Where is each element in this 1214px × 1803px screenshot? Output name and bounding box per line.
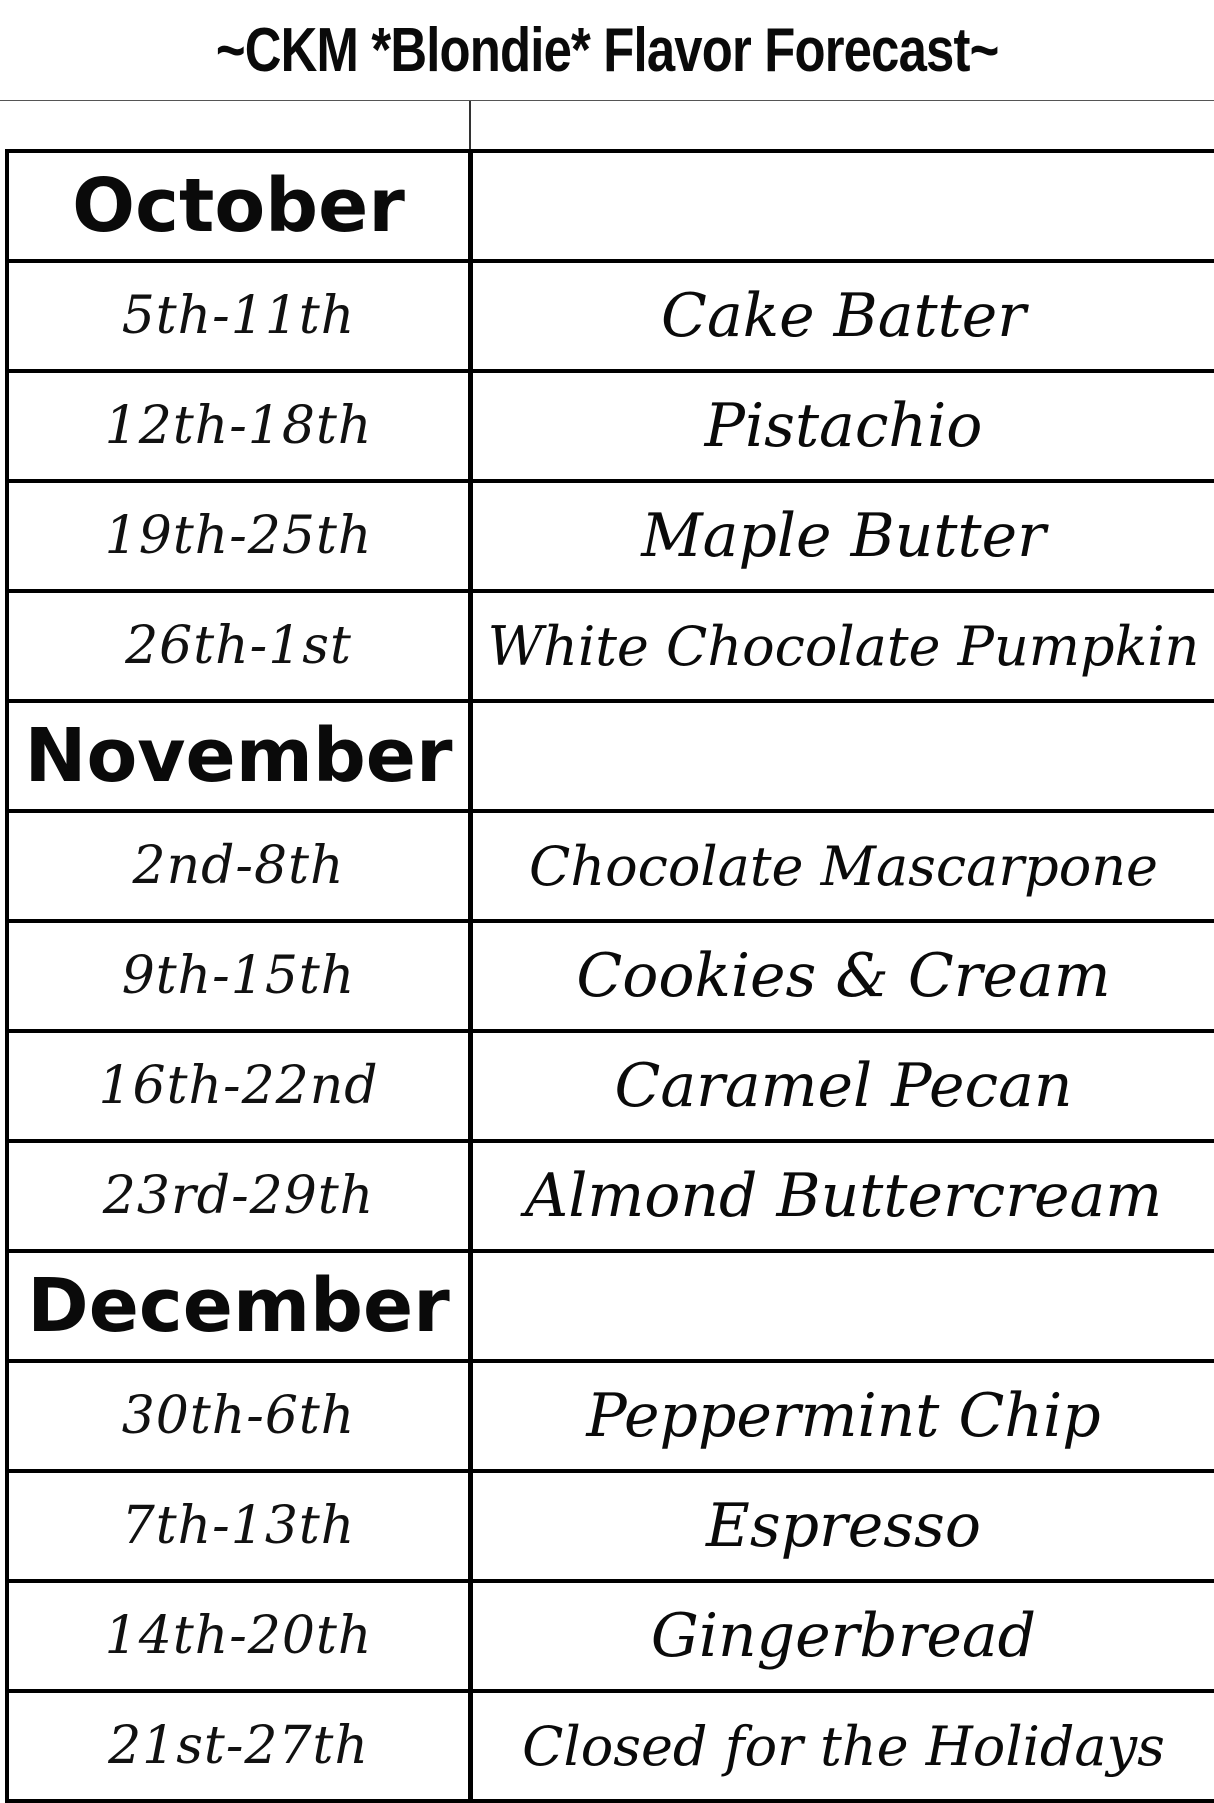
month-label: October <box>72 163 405 249</box>
week-row <box>9 923 1214 1033</box>
month-label: November <box>24 713 453 799</box>
week-row <box>9 1473 1214 1583</box>
week-row <box>9 1363 1214 1473</box>
flavor-name: White Chocolate Pumpkin <box>487 614 1200 678</box>
week-dates: 16th-22nd <box>98 1056 379 1116</box>
week-dates: 9th-15th <box>121 946 356 1006</box>
flavor-name: Closed for the Holidays <box>522 1714 1165 1778</box>
week-dates: 5th-11th <box>121 286 356 346</box>
week-dates: 23rd-29th <box>102 1166 375 1226</box>
week-dates: 30th-6th <box>121 1386 356 1446</box>
month-header-row <box>9 1253 1214 1363</box>
flavor-name: Chocolate Mascarpone <box>529 834 1158 898</box>
week-row <box>9 1033 1214 1143</box>
week-dates: 7th-13th <box>121 1496 356 1556</box>
week-row <box>9 373 1214 483</box>
header-spacer-row <box>0 101 1214 149</box>
week-dates: 21st-27th <box>108 1716 369 1776</box>
week-row <box>9 1693 1214 1803</box>
week-row <box>9 813 1214 923</box>
flavor-name: Maple Butter <box>641 501 1046 571</box>
flavor-schedule-table <box>5 149 1214 1803</box>
column-divider <box>469 101 471 149</box>
week-dates: 14th-20th <box>104 1606 373 1666</box>
flavor-name: Espresso <box>706 1491 981 1561</box>
week-row <box>9 593 1214 703</box>
month-header-row <box>9 153 1214 263</box>
week-dates: 2nd-8th <box>132 836 345 896</box>
flavor-name: Peppermint Chip <box>586 1381 1101 1451</box>
week-row <box>9 483 1214 593</box>
week-dates: 19th-25th <box>104 506 373 566</box>
flavor-name: Gingerbread <box>650 1601 1037 1671</box>
month-header-row <box>9 703 1214 813</box>
week-row <box>9 1583 1214 1693</box>
flavor-name: Caramel Pecan <box>614 1051 1073 1121</box>
week-dates: 12th-18th <box>104 396 373 456</box>
week-row <box>9 1143 1214 1253</box>
month-label: December <box>27 1263 450 1349</box>
flavor-name: Pistachio <box>704 391 983 461</box>
week-row <box>9 263 1214 373</box>
page-title: ~CKM *Blondie* Flavor Forecast~ <box>215 15 999 85</box>
flavor-name: Almond Buttercream <box>524 1161 1163 1231</box>
flavor-name: Cookies & Cream <box>576 941 1111 1011</box>
title-bar <box>0 0 1214 101</box>
flavor-name: Cake Batter <box>661 281 1026 351</box>
week-dates: 26th-1st <box>125 616 352 676</box>
